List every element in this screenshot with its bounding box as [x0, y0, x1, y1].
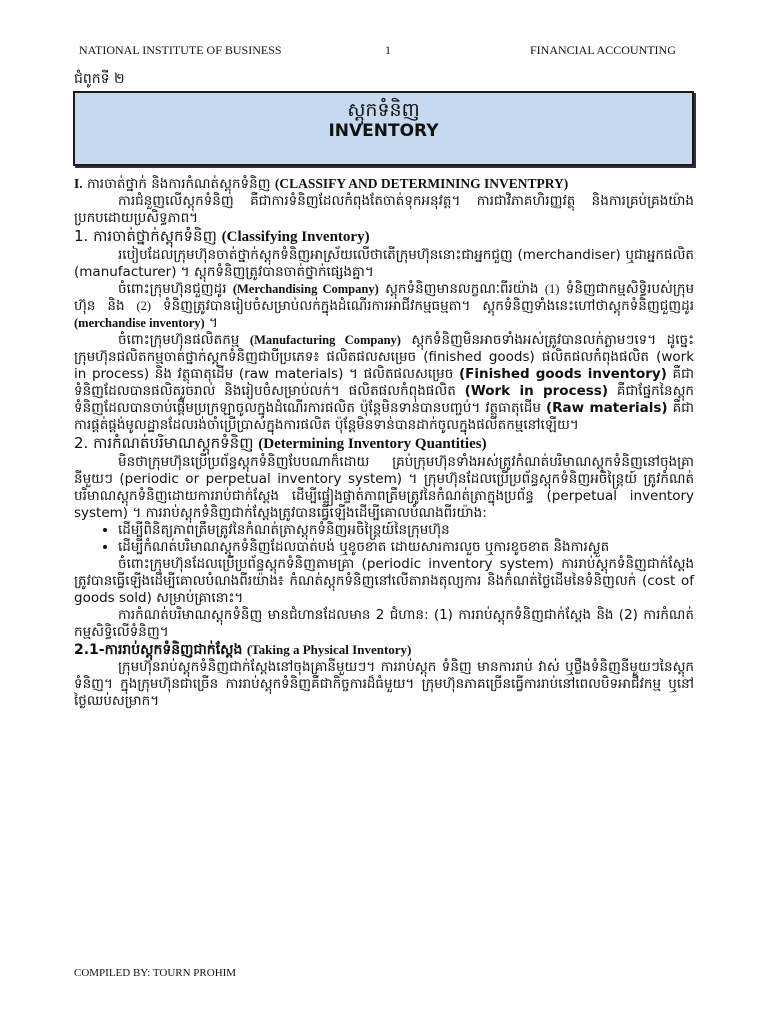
section-i-heading — [74, 175, 694, 193]
text-run: ផលិតផលកំពុងផលិត — [541, 349, 649, 365]
text-run: ការរាប់ស្តុកទំនិញជាក់ស្តែងត្រូវបានធ្វើឡើងដើម្បីគោលបំណងពីរយ៉ាង៖ កំណត់ស្តុកទំនិញនៅលើតារាងតុល្យការ និងកំណត់ថ្លៃដើមនៃទំនិញលក់ — [74, 556, 695, 589]
text-run: របៀបដែលក្រុមហ៊ុនចាត់ថ្នាក់ស្តុកទំនិញអាស្រ័យលើថាតើក្រុមហ៊ុននោះជាអ្នកជួញ — [118, 247, 513, 263]
section-2-1-khmer: 2.1-ការរាប់ស្តុកទំនិញជាក់ស្តែង — [74, 642, 243, 658]
section-2-khmer: 2. ការកំណត់បរិមាណស្តុកទំនិញ — [74, 434, 254, 452]
header-page-number: 1 — [385, 43, 391, 57]
list-item: • ដើម្បីកំណត់បរិមាណស្តុកទំនិញដែលបាត់បង់ ឬខូចខាត ដោយសារការលួច ឬការខូចខាត និងការស្ងួត — [118, 539, 694, 556]
purpose-list — [74, 522, 694, 556]
chapter-label: ជំពូកទី ២ — [74, 71, 125, 87]
term-manufacturer: (manufacturer) — [74, 264, 177, 280]
text-run: ។ ផលិតផលសម្រេច — [349, 366, 454, 382]
term-manufacturing-company: (Manufacturing Company) — [249, 333, 401, 347]
text-run: ឬជាអ្នកផលិត — [625, 247, 694, 263]
text-run: គឺជាផ្នែកនៃស្តុកទំនិញដែលបានចាប់ផ្តើមប្រក្រឡាចូលក្នុងដំណើរការផលិត ប៉ុន្តែមិនទាន់បានបញ្ចប់។ វត្ថុធាតុដើម — [74, 383, 694, 416]
section-2-paragraph-2 — [74, 556, 694, 607]
section-1-paragraph-3 — [74, 332, 694, 434]
term-periodic-or-perpetual: (periodic or perpetual inventory system) — [119, 471, 403, 487]
term-merchandise-inventory: (merchandise inventory) — [74, 316, 205, 330]
document-body — [74, 175, 694, 710]
term-merchandising-company: (Merchandising Company) — [232, 282, 379, 296]
text-run: ទំនិញជាកម្មសិទ្ធិរបស់ក្រុមហ៊ុន និង — [74, 281, 695, 314]
term-cost-of-goods-sold: (cost of goods sold) — [74, 573, 694, 606]
section-1-paragraph-2 — [74, 281, 694, 332]
term-finished-goods: (finished goods) — [423, 349, 535, 365]
list-marker: (1) — [433, 607, 453, 623]
term-perpetual-system: (perpetual inventory system) — [74, 488, 695, 521]
section-2-heading — [74, 434, 694, 454]
text-run: ការកំណត់បរិមាណស្តុកទំនិញ មានជំហានដែលមាន — [118, 607, 371, 623]
term-merchandiser: (merchandiser) — [517, 247, 621, 263]
title-box — [73, 91, 694, 166]
text-run: ចំពោះក្រុមហ៊ុនជួញដូរ — [118, 281, 227, 297]
text-run: គឺជាការផ្គត់ផ្គង់មូលដ្ឋានដែលរង់ចាំប្រើប្រាស់ក្នុងការផលិត ប៉ុន្តែមិនទាន់បានដាក់ចូលក្នុងផលិតកម្មនៅឡើយ។ — [74, 400, 694, 433]
text-run: ស្តុកទំនិញមានលក្ខណៈពីរយ៉ាង — [385, 281, 539, 297]
text-run: ។ — [208, 315, 218, 331]
text-run: ស្តុកទំនិញមិនអាចទាំងអស់ត្រូវបានលក់ភ្លាមៗទេ។ ដូច្នេះ ក្រុមហ៊ុនផលិតកម្មចាត់ថ្នាក់ស្តុកទំនិញជាបីប្រភេទ៖ ផលិតផលសម្រេច — [74, 332, 695, 365]
title-khmer: ស្តុកទំនិញ — [347, 99, 420, 121]
term-finished-goods-inventory: (Finished goods inventory) — [458, 366, 667, 382]
title-english: INVENTORY — [328, 121, 439, 141]
section-2-1-english: (Taking a Physical Inventory) — [246, 642, 412, 657]
section-i-number: I. — [74, 176, 83, 191]
list-marker: (2) — [618, 607, 638, 623]
text-run: ។ ស្តុកទំនិញត្រូវបានចាត់ថ្នាក់ផ្សេងគ្នា។ — [180, 264, 374, 280]
section-i-paragraph: ការជំនួញលើស្តុកទំនិញ គឺជាការទំនិញដែលកំពុងតែចាត់ទុកអនុវត្ត។ ការជាវិភាគហិរញ្ញវត្ថុ និងការគ្រប់គ្រងយ៉ាងប្រកបដោយប្រសិទ្ធភាព។ — [74, 193, 694, 226]
section-2-paragraph-1 — [74, 454, 694, 522]
section-i-khmer: ការចាត់ថ្នាក់ និងការកំណត់ស្តុកទំនិញ — [86, 176, 271, 192]
section-2-english: (Determining Inventory Quantities) — [258, 436, 487, 452]
section-1-english: (Classifying Inventory) — [221, 229, 370, 245]
term-raw-materials-bold: (Raw materials) — [545, 400, 668, 416]
term-raw-materials: (raw materials) — [238, 366, 344, 382]
section-2-1-paragraph: ក្រុមហ៊ុនរាប់ស្តុកទំនិញជាក់ស្តែងនៅចុងគ្រានីមួយៗ។ ការរាប់ស្តុក ទំនិញ មានការរាប់ វាស់ ឬថ្លឹងទំនិញនីមួយៗនៃស្តុកទំនិញ។ ក្នុងក្រុមហ៊ុនជាច្រើន ការរាប់ស្តុកទំនិញគឺជាកិច្ចការដ៏ធំមួយ។ ក្រុមហ៊ុនភាគច្រើនធ្វើការរាប់នៅពេលបិទអាជីវកម្ម ឬនៅថ្ងៃឈប់សម្រាក។ — [74, 659, 694, 709]
text-run: ។ ក្រុមហ៊ុនដែលប្រើប្រព័ន្ធស្តុកទំនិញអចិន្ត្រៃយ៍ ត្រូវកំណត់បរិមាណស្តុកទំនិញដោយការរាប់ជាក់ស្តែង ដើម្បីផ្ទៀងផ្ទាត់ភាពត្រឹមត្រូវនៃកំណត់ត្រាក្នុងប្រព័ន្ធ — [74, 471, 695, 504]
list-marker: (2) — [136, 299, 152, 313]
section-i-english: (CLASSIFY AND DETERMINING INVENTPRY) — [274, 176, 569, 191]
step-count: 2 — [375, 607, 385, 623]
header-course: FINANCIAL ACCOUNTING — [530, 43, 676, 57]
section-2-1-heading — [74, 641, 694, 659]
text-run: ។ ការរាប់ស្តុកទំនិញជាក់ស្តែងត្រូវបានធ្វើឡើងដើម្បីគោលបំណងពីរយ៉ាង: — [132, 505, 487, 521]
text-run: និង វត្ថុធាតុដើម — [154, 366, 234, 382]
term-periodic-system: (periodic inventory system) — [361, 556, 554, 572]
term-work-in-process-bold: (Work in process) — [464, 383, 608, 399]
text-run: ការរាប់ស្តុកទំនិញជាក់ស្តែង និង — [458, 607, 614, 623]
text-run: គឺជាទំនិញដែលបានផលិតរួចរាល់ និងរៀបចំសម្រាប់លក់។ ផលិតផលកំពុងផលិត — [74, 366, 694, 399]
text-run: ចំពោះក្រុមហ៊ុនដែលប្រើប្រព័ន្ធស្តុកទំនិញតាមគ្រា — [118, 556, 355, 572]
section-1-khmer: 1. ការចាត់ថ្នាក់ស្តុកទំនិញ — [74, 227, 217, 245]
text-run: ចំពោះក្រុមហ៊ុនផលិតកម្ម — [118, 332, 240, 348]
text-run: ទំនិញត្រូវបានរៀបចំសម្រាប់លក់ក្នុងដំណើរការអាជីវកម្មធម្មតា។ ស្តុកទំនិញទាំងនេះហៅថាស្តុកទំនិញជួញដូរ — [163, 298, 694, 314]
list-item: • ដើម្បីពិនិត្យភាពត្រឹមត្រូវនៃកំណត់ត្រាស្តុកទំនិញអចិន្ត្រៃយ៍នៃក្រុមហ៊ុន — [118, 522, 694, 539]
text-run: សម្រាប់គ្រានោះ។ — [156, 590, 244, 606]
term-work-in-process: (work in process) — [74, 349, 695, 382]
text-run: ជំហាន: — [389, 607, 429, 623]
text-run: មិនថាក្រុមហ៊ុនប្រើប្រព័ន្ធស្តុកទំនិញបែបណាក៏ដោយ គ្រប់ក្រុមហ៊ុនទាំងអស់ត្រូវកំណត់បរិមាណស្តុកទំនិញនៅចុងគ្រានីមួយៗ — [74, 454, 694, 487]
list-marker: (1) — [544, 282, 560, 296]
text-run: ការកំណត់កម្មសិទ្ធិលើទំនិញ។ — [74, 607, 694, 640]
header-institution: NATIONAL INSTITUTE OF BUSINESS — [79, 43, 282, 57]
section-1-paragraph-1 — [74, 247, 694, 281]
section-1-heading — [74, 227, 694, 247]
section-2-paragraph-3 — [74, 607, 694, 641]
footer-compiled-by: COMPILED BY: TOURN PROHIM — [74, 967, 237, 979]
